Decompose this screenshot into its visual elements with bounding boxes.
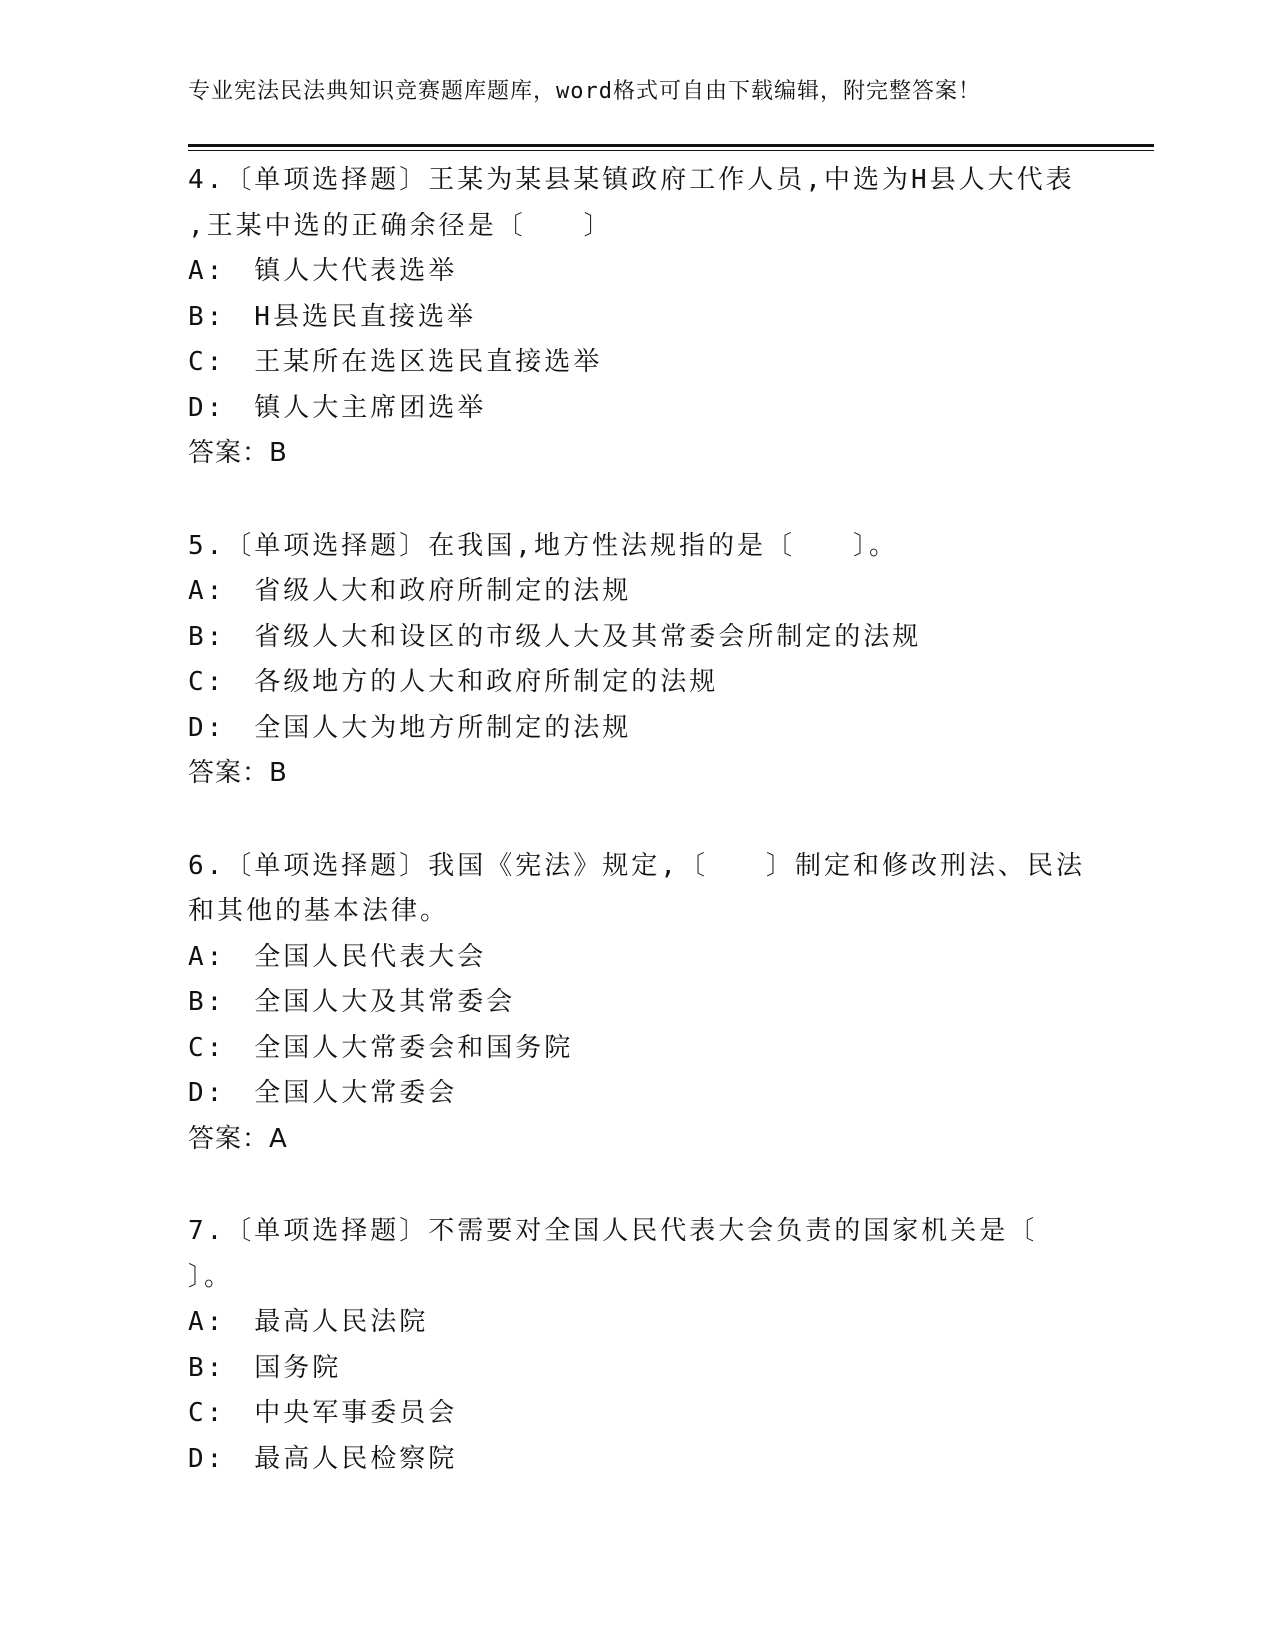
- option-d: D: 最高人民检察院: [188, 1443, 458, 1474]
- option-b: B: 国务院: [188, 1352, 342, 1383]
- question-stem-line: 6.〔单项选择题〕我国《宪法》规定,〔 〕制定和修改刑法、民法: [188, 850, 1085, 881]
- option-b: B: 全国人大及其常委会: [188, 987, 516, 1017]
- option-a: A: 最高人民法院: [188, 1307, 429, 1337]
- option-a: A: 全国人民代表大会: [188, 941, 487, 972]
- option-a: A: 镇人大代表选举: [188, 256, 458, 286]
- option-c: C: 中央军事委员会: [188, 1398, 458, 1428]
- header-divider-thin: [188, 150, 1154, 151]
- answer-label: 答案：B: [188, 758, 288, 788]
- option-d: D: 镇人大主席团选举: [188, 392, 487, 423]
- question-stem-line: 4.〔单项选择题〕王某为某县某镇政府工作人员,中选为H县人大代表: [188, 165, 1075, 195]
- option-b: B: H县选民直接选举: [188, 301, 476, 332]
- question-stem-line: 〕。: [188, 1261, 234, 1292]
- page-header: 专业宪法民法典知识竞赛题库题库，word格式可自由下载编辑，附完整答案！: [188, 79, 981, 104]
- question-7: [188, 1209, 1088, 1482]
- option-c: C: 王某所在选区选民直接选举: [188, 347, 603, 377]
- option-d: D: 全国人大常委会: [188, 1078, 458, 1108]
- question-list: [188, 158, 1088, 1529]
- question-stem-line: 7.〔单项选择题〕不需要对全国人民代表大会负责的国家机关是〔: [188, 1216, 1038, 1246]
- answer-label: 答案：B: [188, 438, 288, 468]
- question-6: [188, 844, 1088, 1163]
- option-b: B: 省级人大和设区的市级人大及其常委会所制定的法规: [188, 621, 922, 652]
- header-divider-thick: [188, 144, 1154, 147]
- option-a: A: 省级人大和政府所制定的法规: [188, 576, 632, 606]
- option-c: C: 全国人大常委会和国务院: [188, 1032, 574, 1063]
- question-4: [188, 158, 1088, 477]
- option-c: C: 各级地方的人大和政府所制定的法规: [188, 667, 719, 697]
- question-stem-line: 和其他的基本法律。: [188, 896, 450, 926]
- question-stem-line: 5.〔单项选择题〕在我国,地方性法规指的是〔 〕。: [188, 530, 898, 561]
- answer-label: 答案：A: [188, 1123, 288, 1154]
- question-5: [188, 524, 1088, 797]
- question-stem-line: ,王某中选的正确余径是〔 〕: [188, 210, 613, 241]
- option-d: D: 全国人大为地方所制定的法规: [188, 712, 632, 743]
